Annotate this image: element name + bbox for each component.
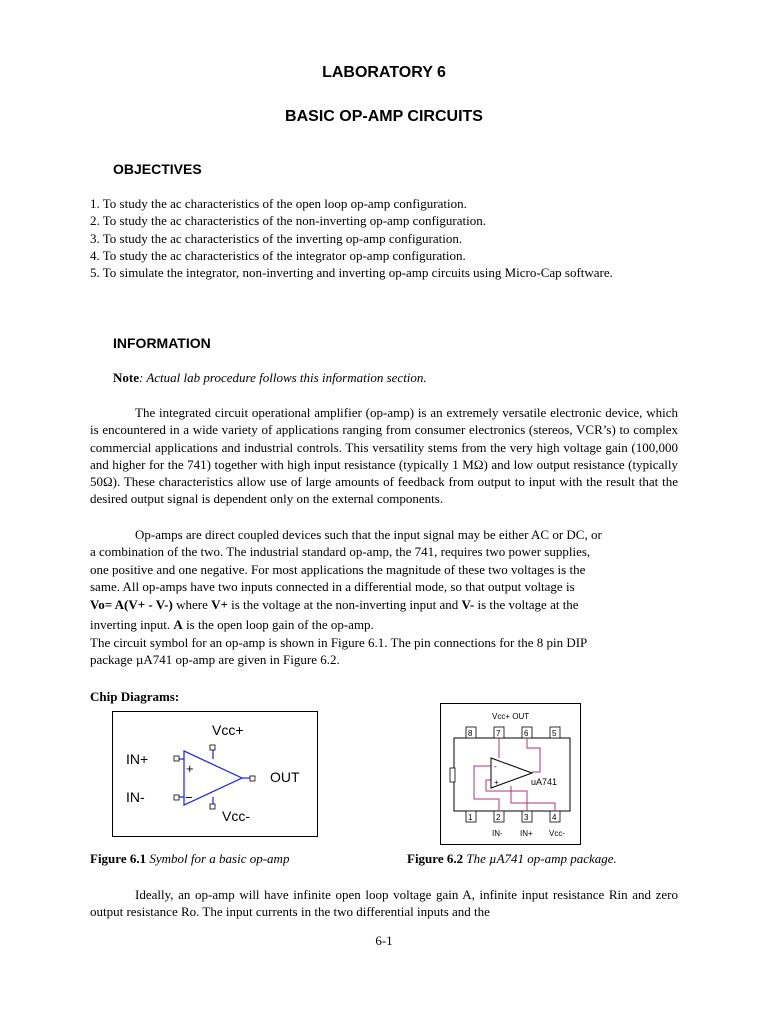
objective-item: 4. To study the ac characteristics of the integrator op-amp configuration.	[90, 247, 466, 263]
objective-item: 2. To study the ac characteristics of the non-inverting op-amp configuration.	[90, 213, 486, 229]
output-voltage-formula: Vo= A(V+ - V-)	[90, 597, 173, 612]
text-line: a combination of the two. The industrial standard op-amp, the 741, requires two power supplies,	[90, 544, 591, 560]
pin-number: 8	[468, 729, 473, 738]
chip-notch	[450, 768, 455, 782]
top-pin-labels: Vcc+ OUT	[492, 712, 530, 721]
lab-title: LABORATORY 6	[322, 64, 446, 81]
figure-6-1-caption	[90, 851, 289, 867]
vcc-minus-label: Vcc-	[222, 808, 250, 824]
in-plus-label: IN+	[126, 751, 149, 767]
text-line: The circuit symbol for an op-amp is shown in Figure 6.1. The pin connections for the 8 pin DIP	[90, 635, 588, 650]
minus-sign: −	[185, 790, 193, 805]
objective-item: 3. To study the ac characteristics of the inverting op-amp configuration.	[90, 230, 463, 246]
caption-label: Figure 6.2	[407, 851, 464, 866]
bottom-pin-label: IN-	[492, 829, 503, 838]
chip-name-label: uA741	[531, 777, 558, 787]
pin-number: 6	[524, 729, 529, 738]
opamp-symbol-figure	[112, 711, 319, 838]
objective-item: 5. To simulate the integrator, non-inverting and inverting op-amp circuits using Micro-Cap software.	[90, 265, 613, 281]
page-number: 6-1	[375, 933, 393, 948]
caption-label: Figure 6.1	[90, 851, 147, 866]
note-line	[113, 369, 701, 386]
text-line: Op-amps are direct coupled devices such that the input signal may be either AC or DC, or	[135, 527, 602, 542]
caption-text: The µA741 op-amp package.	[463, 851, 617, 866]
gain-symbol: A	[173, 617, 183, 632]
note-text: : Actual lab procedure follows this information section.	[139, 370, 427, 385]
terminal-in-minus	[174, 795, 179, 800]
formula-text: is the open loop gain of the op-amp.	[182, 617, 374, 632]
paragraph-ideal-opamp: Ideally, an op-amp will have infinite open loop voltage gain A, infinite input resistance Rin and zero output resistance Ro. The input currents in the two differential inputs and the	[90, 887, 678, 920]
formula-line-2	[90, 616, 678, 633]
page-subtitle: BASIC OP-AMP CIRCUITS	[285, 108, 483, 125]
formula-text: inverting input.	[90, 617, 174, 632]
terminal-in-plus	[174, 756, 179, 761]
paragraph-opamp-intro: The integrated circuit operational amplifier (op-amp) is an extremely versatile electronic device, which is encountered in a wide variety of applications ranging from consumer electronics (stereos, VCR’s) to complex commercial applications and industrial controls. This versatility stems from the very high voltage gain (100,000 and higher for the 741) together with high input resistance (typically 1 MΩ) and low output resistance (typically 50Ω). These characteristics allow use of large amounts of feedback from output to input with the result that the desired output signal is dependent only on the external components.	[90, 405, 678, 507]
pin-number: 1	[468, 813, 473, 822]
text-line: same. All op-amps have two inputs connected in a differential mode, so that output voltage is	[90, 578, 575, 594]
vplus-symbol: V+	[211, 597, 228, 612]
pin-number: 3	[524, 813, 529, 822]
formula-text: where	[172, 597, 212, 612]
bottom-pin-label: Vcc-	[549, 829, 565, 838]
objectives-heading: OBJECTIVES	[113, 161, 202, 177]
plus-sign: +	[186, 761, 194, 776]
paragraph-direct-coupled	[90, 526, 678, 595]
vminus-symbol: V-	[461, 597, 475, 612]
pin-number: 4	[552, 813, 557, 822]
terminal-out	[250, 776, 255, 781]
formula-line	[90, 596, 678, 614]
note-label: Note	[113, 370, 139, 385]
text-line: one positive and one negative. For most applications the magnitude of these two voltages is the	[90, 561, 586, 577]
paragraph-circuit-symbol	[90, 634, 678, 669]
figure-6-2-caption	[407, 851, 617, 867]
pin-number: 5	[552, 729, 557, 738]
vcc-plus-label: Vcc+	[212, 722, 244, 738]
caption-text: Symbol for a basic op-amp	[146, 851, 290, 866]
ua741-package-figure	[440, 703, 582, 846]
minus-sign: -	[494, 762, 497, 771]
out-label: OUT	[270, 769, 300, 785]
terminal-vcc-plus	[210, 745, 215, 750]
bottom-pin-label: IN+	[520, 829, 533, 838]
pin-number: 2	[496, 813, 501, 822]
chip-diagrams-heading: Chip Diagrams:	[90, 689, 180, 704]
terminal-vcc-minus	[210, 804, 215, 809]
plus-sign: +	[494, 778, 499, 787]
in-minus-label: IN-	[126, 789, 145, 805]
information-heading: INFORMATION	[113, 335, 211, 351]
formula-text: is the voltage at the non-inverting input and	[227, 597, 462, 612]
objectives-list	[90, 195, 678, 281]
text-line: package µA741 op-amp are given in Figure 6.2.	[90, 652, 340, 668]
formula-text: is the voltage at the	[474, 597, 579, 612]
objective-item: 1. To study the ac characteristics of the open loop op-amp configuration.	[90, 196, 467, 211]
pin-number: 7	[496, 729, 501, 738]
